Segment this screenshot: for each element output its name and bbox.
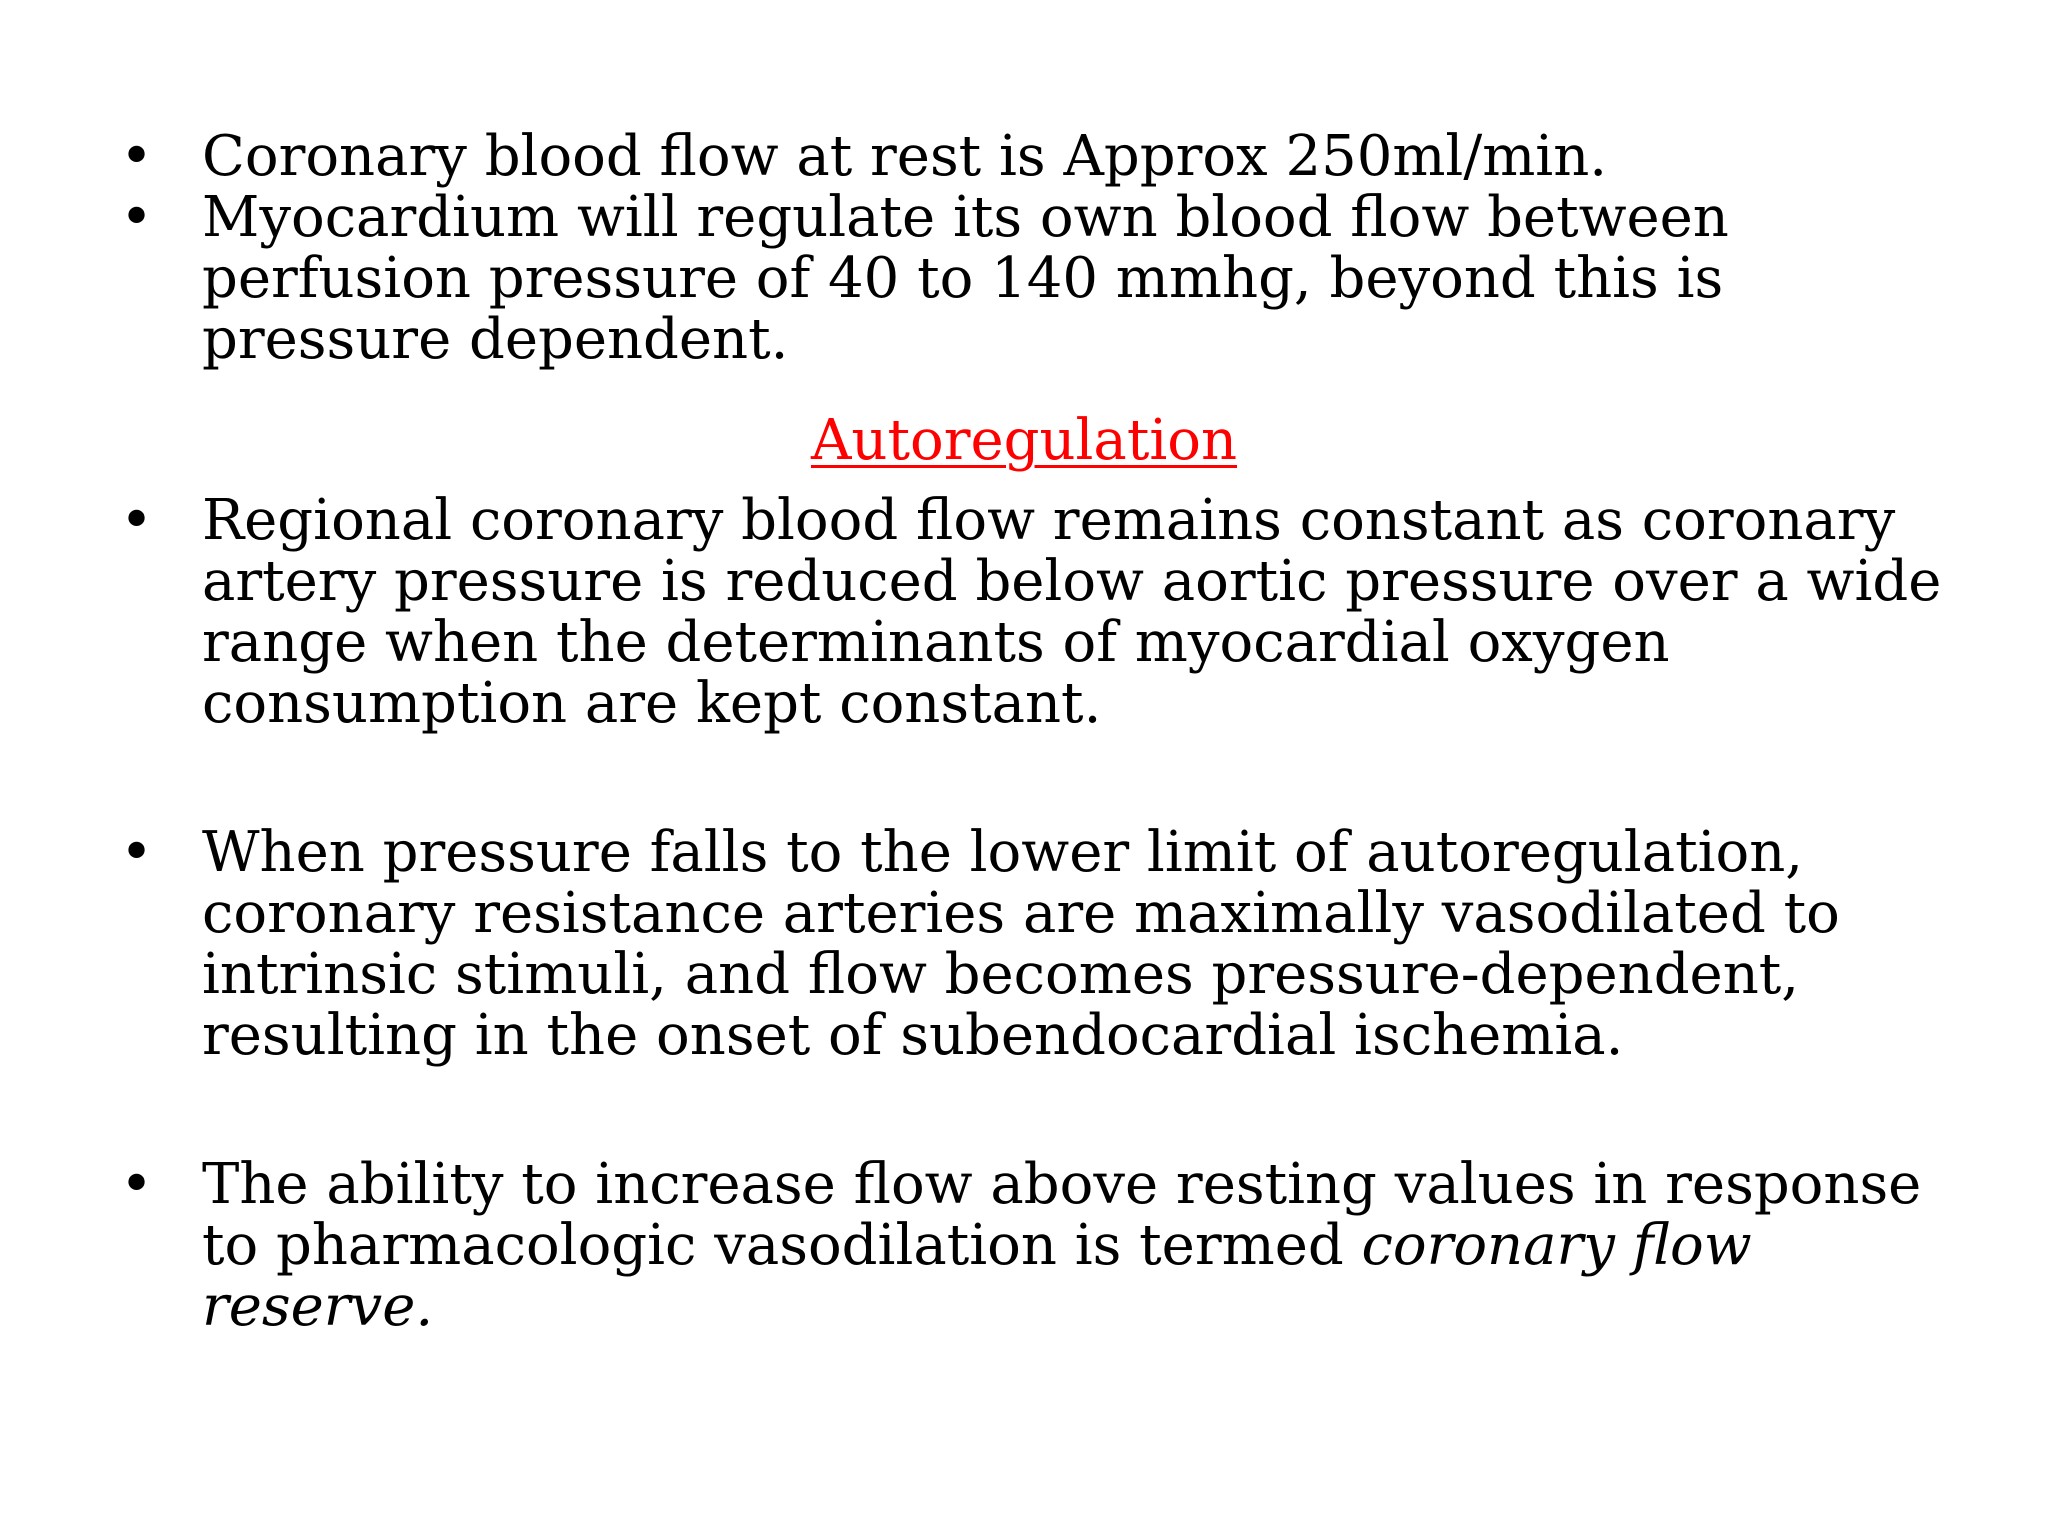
bullet-text bbox=[202, 1152, 1921, 1339]
bullet-item bbox=[120, 490, 1970, 734]
bullet-icon: • bbox=[120, 820, 154, 885]
autoregulation-point bbox=[120, 1154, 1970, 1337]
section-heading: Autoregulation bbox=[810, 408, 1238, 473]
bullet-icon: • bbox=[120, 185, 154, 250]
bullet-text: Coronary blood flow at rest is Approx 250ml/min. bbox=[202, 124, 1608, 189]
bullet-icon: • bbox=[120, 1152, 154, 1217]
intro-bullet-list bbox=[120, 126, 1970, 370]
bullet-item bbox=[120, 822, 1970, 1066]
bullet-item bbox=[120, 187, 1970, 370]
bullet-icon: • bbox=[120, 488, 154, 553]
bullet-text: Myocardium will regulate its own blood flow between perfusion pressure of 40 to 140 mmhg, beyond this is pressure dependent. bbox=[202, 185, 1729, 372]
bullet-text-italic: coronary flow reserve. bbox=[202, 1213, 1752, 1339]
bullet-item bbox=[120, 126, 1970, 187]
bullet-text-plain: The ability to increase flow above resting values in response to pharmacologic vasodilation is termed bbox=[202, 1152, 1922, 1278]
autoregulation-point bbox=[120, 490, 1970, 734]
bullet-item bbox=[120, 1154, 1970, 1337]
bullet-icon: • bbox=[120, 124, 154, 189]
bullet-text: When pressure falls to the lower limit of autoregulation, coronary resistance arteries are maximally vasodilated to intrinsic stimuli, and flow becomes pressure-dependent, resulting in the onset of subendocardial ischemia. bbox=[202, 820, 1840, 1068]
autoregulation-point bbox=[120, 822, 1970, 1066]
bullet-text: Regional coronary blood flow remains constant as coronary artery pressure is reduced below aortic pressure over a wide range when the determinants of myocardial oxygen consumption are kept constant. bbox=[202, 488, 1942, 736]
